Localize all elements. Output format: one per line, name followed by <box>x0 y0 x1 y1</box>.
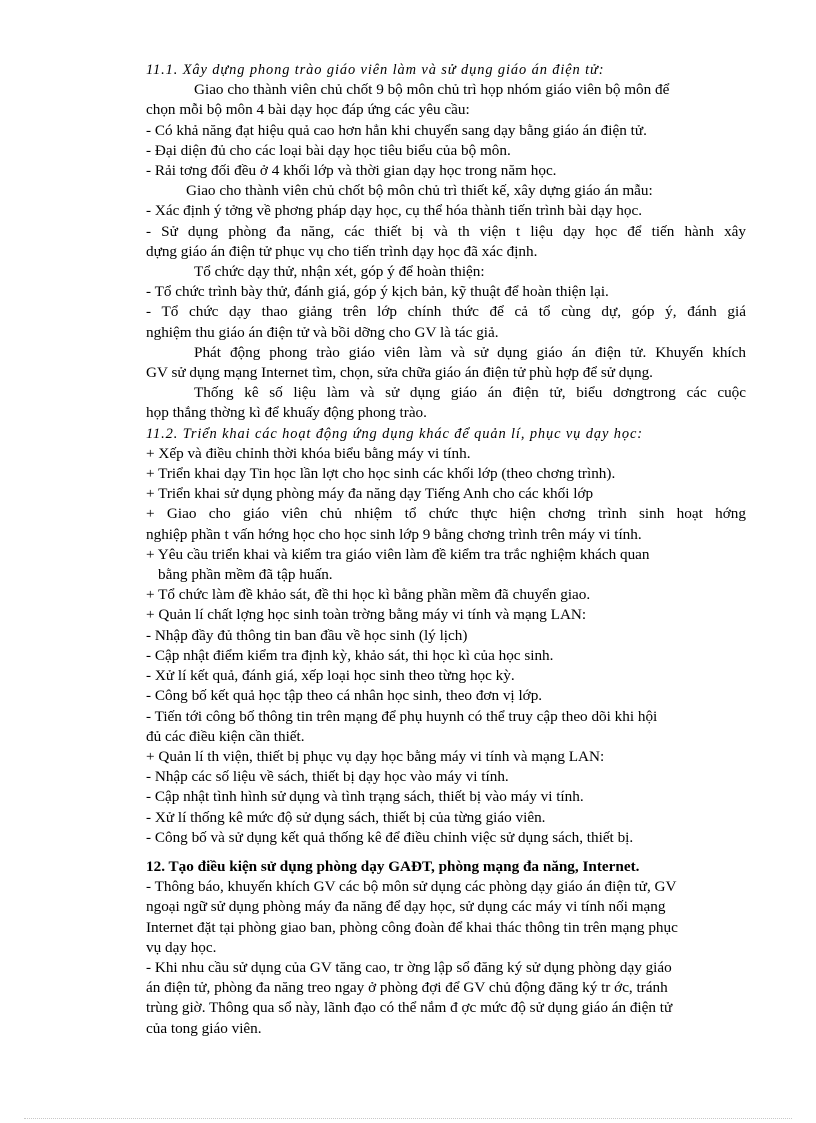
list-item: - Cập nhật điểm kiểm tra định kỳ, khảo sát, thi học kì của học sinh. <box>146 646 554 664</box>
list-item: + Xếp và điều chỉnh thời khóa biểu bằng máy vi tính. <box>146 444 471 462</box>
list-item: - Khi nhu cầu sử dụng của GV tăng cao, tr ờng lập sổ đăng ký sử dụng phòng dạy giáo <box>146 958 672 976</box>
list-item: + Yêu cầu triển khai và kiểm tra giáo viên làm đề kiểm tra trắc nghiệm khách quan <box>146 545 650 563</box>
paragraph-line: Phát động phong trào giáo viên làm và sử dụng giáo án điện tử. Khuyến khích <box>194 343 746 361</box>
paragraph-line: họp thắng thờng kì để khuấy động phong trào. <box>146 404 427 422</box>
list-item: - Tổ chức trình bày thử, đánh giá, góp ý kịch bản, kỹ thuật để hoàn thiện lại. <box>146 283 609 301</box>
paragraph-line: GV sử dụng mạng Internet tìm, chọn, sửa chữa giáo án điện tử phù hợp để sử dụng. <box>146 364 653 382</box>
list-item: - Xác định ý tởng về phơng pháp dạy học, cụ thể hóa thành tiến trình bài dạy học. <box>146 202 643 220</box>
paragraph-line: trùng giờ. Thông qua sổ này, lãnh đạo có thể nắm đ ợc mức độ sử dụng giáo án điện tử <box>146 999 673 1017</box>
list-item: - Rải tơng đối đều ở 4 khối lớp và thời gian dạy học trong năm học. <box>146 162 557 180</box>
list-item: - Nhập đầy đủ thông tin ban đầu về học sinh (lý lịch) <box>146 626 468 644</box>
list-item: - Có khả năng đạt hiệu quả cao hơn hẳn khi chuyển sang dạy bằng giáo án điện tử. <box>146 121 647 139</box>
paragraph-line: ngoại ngữ sử dụng phòng máy đa năng để dạy học, sử dụng các máy vi tính nối mạng <box>146 898 666 916</box>
paragraph-line: án điện tử, phòng đa năng treo ngay ở phòng đợi để GV chủ động đăng ký tr ớc, tránh <box>146 979 668 997</box>
paragraph-line: chọn mỗi bộ môn 4 bài dạy học đáp ứng các yêu cầu: <box>146 101 470 119</box>
list-item: + Quản lí th viện, thiết bị phục vụ dạy học bằng máy vi tính và mạng LAN: <box>146 747 605 765</box>
paragraph-line: Tổ chức dạy thử, nhận xét, góp ý để hoàn thiện: <box>194 263 485 281</box>
paragraph-line: đủ các điều kiện cần thiết. <box>146 727 305 745</box>
list-item: - Công bố kết quả học tập theo cá nhân học sinh, theo đơn vị lớp. <box>146 687 543 705</box>
paragraph-line: nghiệp phần t vấn hớng học cho học sinh lớp 9 bằng chơng trình trên máy vi tính. <box>146 525 642 543</box>
list-item: - Xử lí thống kê mức độ sử dụng sách, thiết bị của từng giáo viên. <box>146 808 546 826</box>
section-heading-12: 12. Tạo điều kiện sử dụng phòng dạy GAĐT, phòng mạng đa năng, Internet. <box>146 857 640 875</box>
paragraph-line: dựng giáo án điện tử phục vụ cho tiến trình dạy học đã xác định. <box>146 242 538 260</box>
paragraph-line: của tong giáo viên. <box>146 1019 262 1037</box>
list-item: + Triển khai dạy Tin học lần lợt cho học sinh các khối lớp (theo chơng trình). <box>146 465 616 483</box>
page-bottom-rule <box>24 1118 792 1119</box>
section-heading-11-2: 11.2. Triển khai các hoạt động ứng dụng khác để quản lí, phục vụ dạy học: <box>146 425 643 442</box>
list-item: - Tổ chức dạy thao giảng trên lớp chính thức để cả tổ cùng dự, góp ý, đánh giá <box>146 303 746 321</box>
list-item: - Sử dụng phòng đa năng, các thiết bị và th viện t liệu dạy học để tiến hành xây <box>146 222 746 240</box>
list-item: + Triển khai sử dụng phòng máy đa năng dạy Tiếng Anh cho các khối lớp <box>146 485 594 503</box>
document-page <box>146 60 746 1039</box>
paragraph-line: Thống kê số liệu làm và sử dụng giáo án điện tử, biểu dơngtrong các cuộc <box>194 384 746 402</box>
paragraph-line: Giao cho thành viên chủ chốt bộ môn chủ trì thiết kế, xây dựng giáo án mẫu: <box>186 182 653 200</box>
list-item: - Công bố và sử dụng kết quả thống kê để điều chỉnh việc sử dụng sách, thiết bị. <box>146 828 634 846</box>
list-item: + Quản lí chất lợng học sinh toàn trờng bằng máy vi tính và mạng LAN: <box>146 606 587 624</box>
paragraph-line: vụ dạy học. <box>146 938 217 956</box>
list-item: - Nhập các số liệu về sách, thiết bị dạy học vào máy vi tính. <box>146 768 509 786</box>
list-item: + Giao cho giáo viên chủ nhiệm tổ chức thực hiện chơng trình sinh hoạt hớng <box>146 505 746 523</box>
section-heading-11-1: 11.1. Xây dựng phong trào giáo viên làm và sử dụng giáo án điện tử: <box>146 62 605 78</box>
list-item: - Cập nhật tình hình sử dụng và tình trạng sách, thiết bị vào máy vi tính. <box>146 788 584 806</box>
paragraph-line: Internet đặt tại phòng giao ban, phòng công đoàn để khai thác thông tin trên mạng phục <box>146 918 678 936</box>
list-item: - Đại diện đủ cho các loại bài dạy học tiêu biểu của bộ môn. <box>146 141 511 159</box>
list-item: + Tổ chức làm đề khảo sát, đề thi học kì bằng phần mềm đã chuyển giao. <box>146 586 591 604</box>
paragraph-line: nghiệm thu giáo án điện tử và bồi dỡng cho GV là tác giả. <box>146 323 499 341</box>
list-item: - Xử lí kết quả, đánh giá, xếp loại học sinh theo từng học kỳ. <box>146 667 515 685</box>
paragraph-line: bằng phần mềm đã tập huấn. <box>158 566 333 584</box>
list-item: - Tiến tới công bố thông tin trên mạng để phụ huynh có thể truy cập theo dõi khi hội <box>146 707 658 725</box>
list-item: - Thông báo, khuyến khích GV các bộ môn sử dụng các phòng dạy giáo án điện tử, GV <box>146 878 677 896</box>
paragraph-line: Giao cho thành viên chủ chốt 9 bộ môn chủ trì họp nhóm giáo viên bộ môn để <box>194 81 670 99</box>
